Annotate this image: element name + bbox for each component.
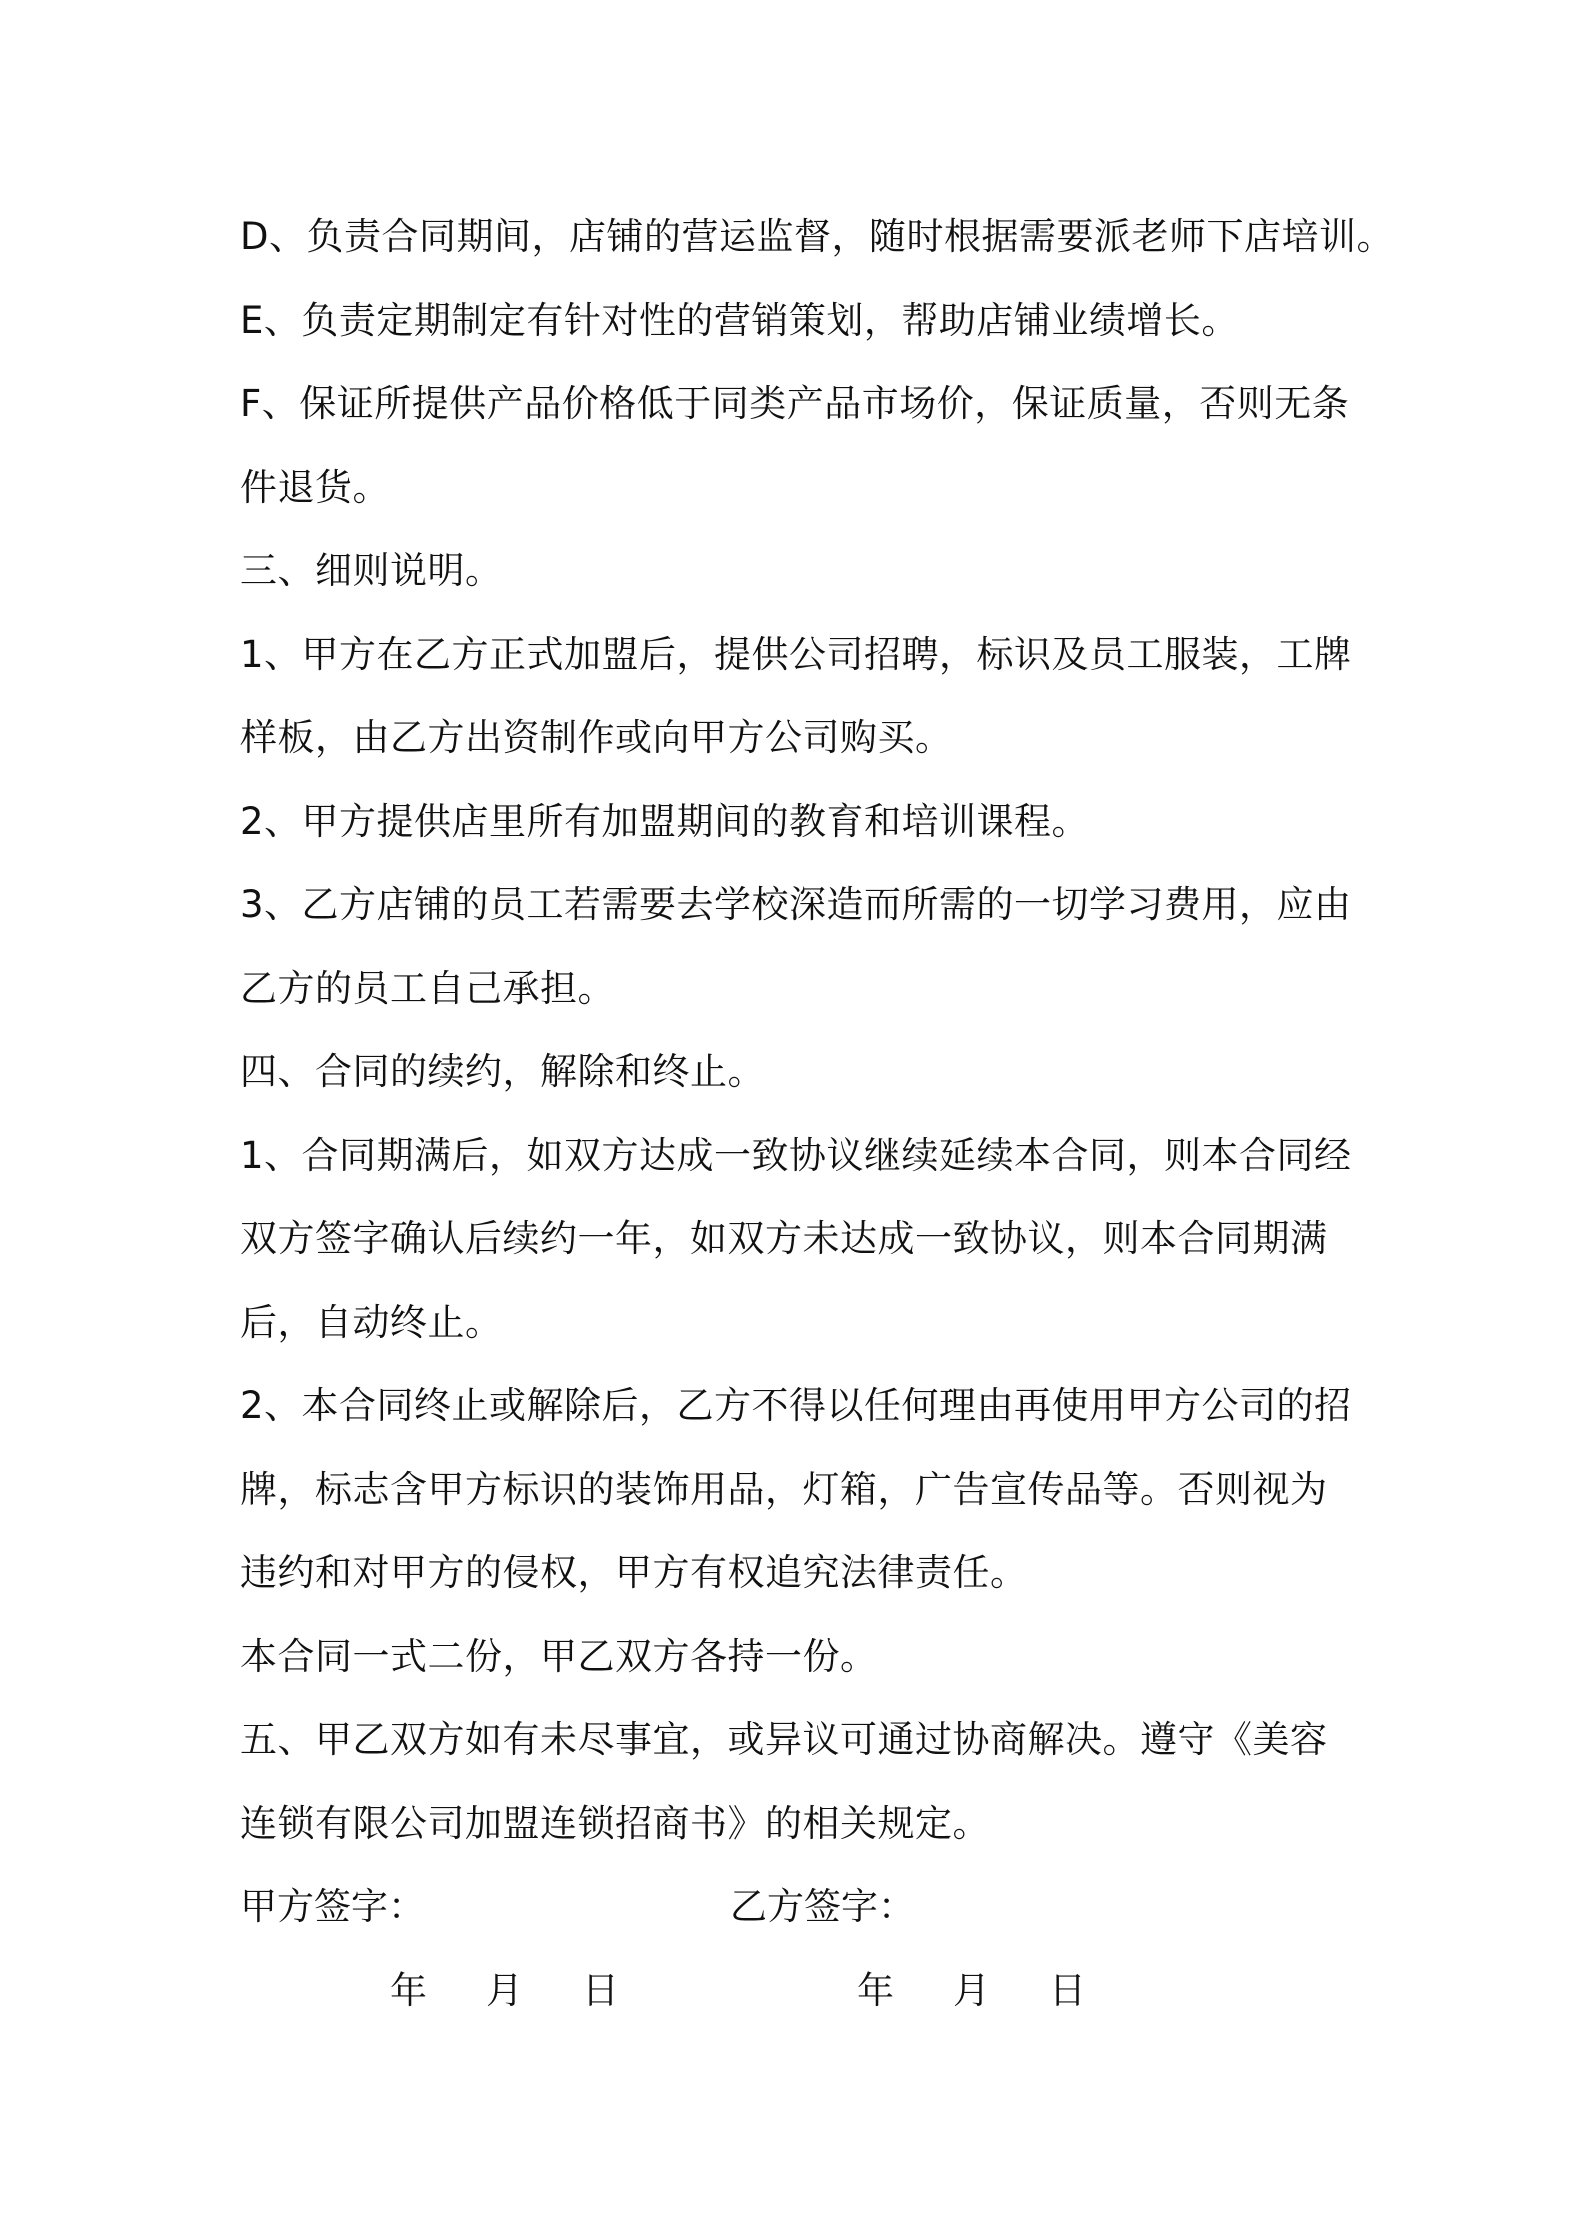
- document-body: [240, 195, 1394, 2032]
- party-b-date-year: 年: [857, 1968, 894, 2012]
- section-heading: 三、细则说明。: [240, 549, 503, 592]
- party-a-date-year: 年: [390, 1968, 427, 2012]
- party-a-date-month: 月: [486, 1968, 523, 2012]
- text-line: 2、本合同终止或解除后，乙方不得以任何理由再使用甲方公司的招: [240, 1384, 1352, 1427]
- text-line: F、保证所提供产品价格低于同类产品市场价，保证质量，否则无条: [240, 382, 1350, 425]
- text-line: 违约和对甲方的侵权，甲方有权追究法律责任。: [240, 1551, 1028, 1594]
- date-row: [240, 1949, 1360, 2033]
- text-line: 3、乙方店铺的员工若需要去学校深造而所需的一切学习费用，应由: [240, 883, 1352, 926]
- text-line: E、负责定期制定有针对性的营销策划，帮助店铺业绩增长。: [240, 298, 1239, 342]
- text-line: 本合同一式二份，甲乙双方各持一份。: [240, 1634, 878, 1678]
- signature-row: [240, 1865, 1360, 1949]
- text-line: 2、甲方提供店里所有加盟期间的教育和培训课程。: [240, 799, 1090, 843]
- party-b-signature-label: 乙方签字：: [730, 1885, 915, 1928]
- party-a-signature-label: 甲方签字：: [240, 1885, 425, 1928]
- party-b-date-day: 日: [1049, 1968, 1086, 2012]
- section-heading: 四、合同的续约，解除和终止。: [240, 1050, 765, 1093]
- text-line: 件退货。: [240, 465, 390, 509]
- party-b-date-month: 月: [953, 1968, 990, 2012]
- section-heading: 五、甲乙双方如有未尽事宜，或异议可通过协商解决。遵守《美容: [240, 1718, 1328, 1761]
- text-line: 后，自动终止。: [240, 1300, 503, 1344]
- text-line: 乙方的员工自己承担。: [240, 966, 615, 1010]
- text-line: D、负责合同期间，店铺的营运监督，随时根据需要派老师下店培训。: [240, 215, 1394, 258]
- text-line: 样板，由乙方出资制作或向甲方公司购买。: [240, 716, 953, 759]
- text-line: 牌，标志含甲方标识的装饰用品，灯箱，广告宣传品等。否则视为: [240, 1467, 1328, 1511]
- text-line: 1、甲方在乙方正式加盟后，提供公司招聘，标识及员工服装，工牌: [240, 632, 1352, 676]
- text-line: 1、合同期满后，如双方达成一致协议继续延续本合同，则本合同经: [240, 1133, 1352, 1177]
- text-line: 连锁有限公司加盟连锁招商书》的相关规定。: [240, 1801, 990, 1845]
- party-a-date-day: 日: [582, 1968, 619, 2012]
- text-line: 双方签字确认后续约一年，如双方未达成一致协议，则本合同期满: [240, 1217, 1328, 1260]
